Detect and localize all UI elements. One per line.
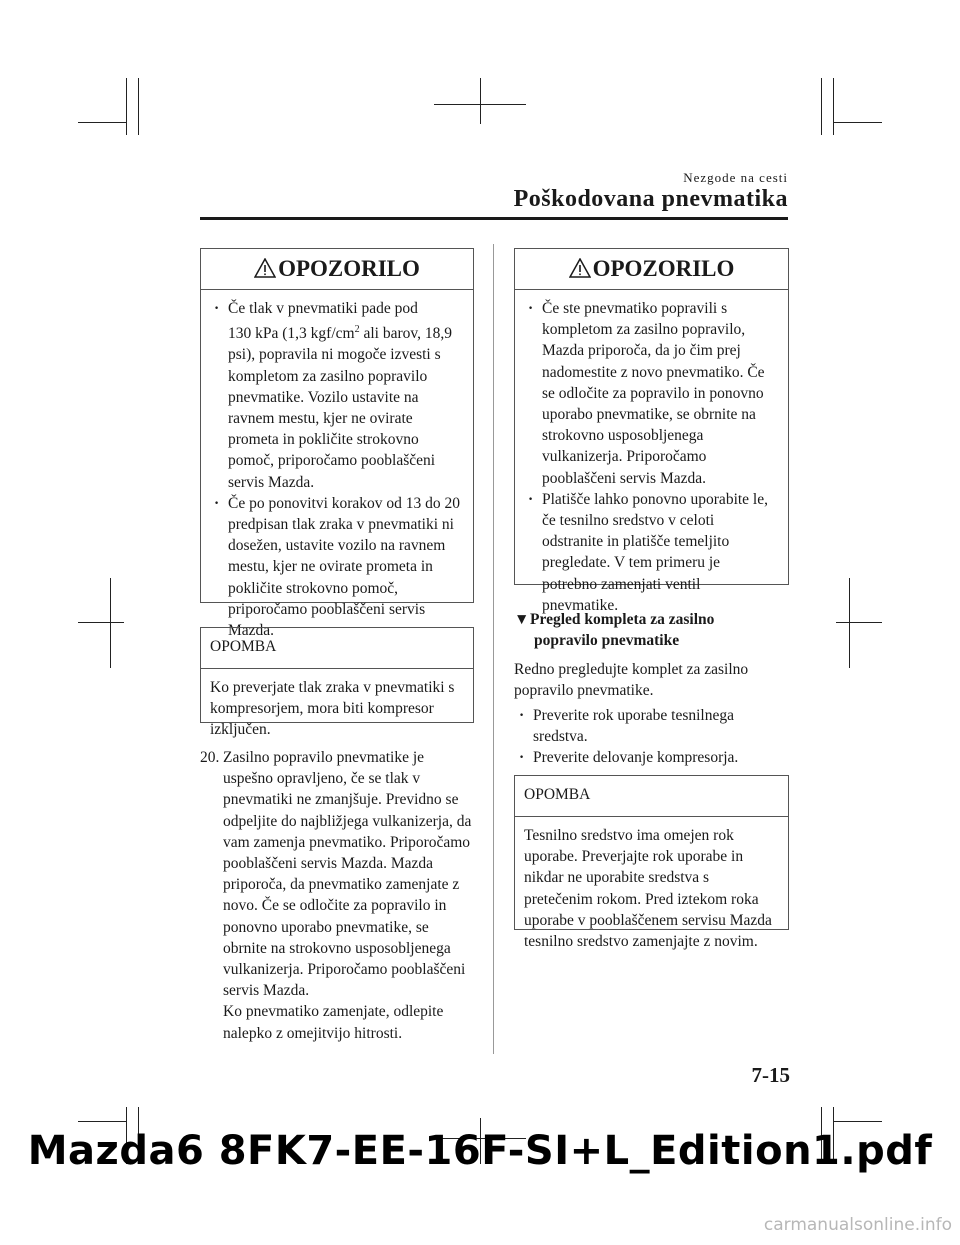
header-rule <box>200 217 788 220</box>
section-intro: Redno pregledujte komplet za zasilno popravilo pnevmatike. <box>514 661 749 700</box>
note-title: OPOMBA <box>515 776 788 817</box>
warning-box-left <box>200 248 474 640</box>
step-20-text: Zasilno popravilo pnevmatike je uspešno opravljeno, če se tlak v pnevmatiki ne zmanjšuje. Previdno se odpeljite do najbližjega vulkanizerja, da vam zamenja pnevmatiko. Priporočamo pooblaščeni servis Mazda. Mazda priporoča, da pnevmatiko zamenjate z novo. Če se odločite za popravilo in ponovno uporabo pnevmatike, se obrnite na strokovno usposobljenega vulkanizerja. Priporočamo pooblaščeni servis Mazda. Ko pnevmatiko zamenjate, odlepite nalepko z omejitvijo hitrosti. <box>223 749 472 1042</box>
warning-list <box>515 290 788 616</box>
warning-item: · Platišče lahko ponovno uporabite le, če tesnilno sredstvo v celoti odstranite in platišče temeljito pregledate. V tem primeru je potrebno zamenjati ventil pnevmatike. <box>523 489 778 616</box>
note-text: Ko preverjate tlak zraka v pnevmatiki s kompresorjem, mora biti kompresor izključen. <box>210 679 455 739</box>
warning-title-text: OPOZORILO <box>592 256 735 281</box>
page-number: 7-15 <box>751 1063 790 1087</box>
warning-item: · Če ste pnevmatiko popravili s kompletom za zasilno popravilo, Mazda priporoča, da jo čim prej nadomestite z novo pnevmatiko. Če se odločite za popravilo in ponovno uporabo pnevmatike, se obrnite na strokovno usposobljenega vulkanizerja. Priporočamo pooblaščeni servis Mazda. <box>523 298 778 489</box>
triangle-down-icon: ▼ <box>514 611 530 628</box>
chapter-label: Nezgode na cesti <box>683 170 788 185</box>
watermark: carmanualsonline.info <box>763 1215 952 1235</box>
warning-item: · Če tlak v pnevmatiki pade pod 130 kPa (1,3 kgf/$cm^2$ ali barov, 18,9 psi), popravila ni mogoče izvesti s kompletom za zasilno popravilo pnevmatike. Vozilo ustavite na ravnem mestu, kjer ne ovirate prometa in pokličite strokovno pomoč, priporočamo pooblaščeni servis Mazda. <box>209 298 463 493</box>
section-heading: ▼Pregled kompleta za zasilno popravilo pnevmatike <box>514 611 715 650</box>
column-divider <box>493 244 494 1054</box>
warning-title-text: OPOZORILO <box>278 256 420 281</box>
warning-title <box>201 249 473 290</box>
warning-icon <box>254 258 276 278</box>
page-title: Poškodovana pnevmatika <box>513 186 788 212</box>
note-title: OPOMBA <box>201 628 473 669</box>
note-box-right <box>514 775 789 951</box>
warning-box-right <box>514 248 789 614</box>
note-text: Tesnilno sredstvo ima omejen rok uporabe. Preverjajte rok uporabe in nikdar ne uporabite sredstva s pretečenim rokom. Pred iztekom roka uporabe v pooblaščenem servisu Mazda tesnilno sredstvo zamenjajte z novim. <box>524 827 772 951</box>
warning-icon <box>569 258 591 278</box>
warning-item: · Če po ponovitvi korakov od 13 do 20 predpisan tlak zraka v pnevmatiki ni dosežen, ustavite vozilo na ravnem mestu, kjer ne ovirate prometa in pokličite strokovno pomoč, priporočamo pooblaščeni servis Mazda. <box>209 493 463 641</box>
footer-filename: Mazda6 8FK7-EE-16F-SI+L_Edition1.pdf <box>27 1128 933 1174</box>
note-box-left <box>200 627 474 739</box>
check-item: · Preverite delovanje kompresorja. <box>514 747 764 768</box>
check-list <box>514 705 764 769</box>
warning-list <box>201 290 473 641</box>
warning-title <box>515 249 788 290</box>
step-number: 20. <box>200 749 220 766</box>
check-item: · Preverite rok uporabe tesnilnega sredstva. <box>514 705 764 747</box>
